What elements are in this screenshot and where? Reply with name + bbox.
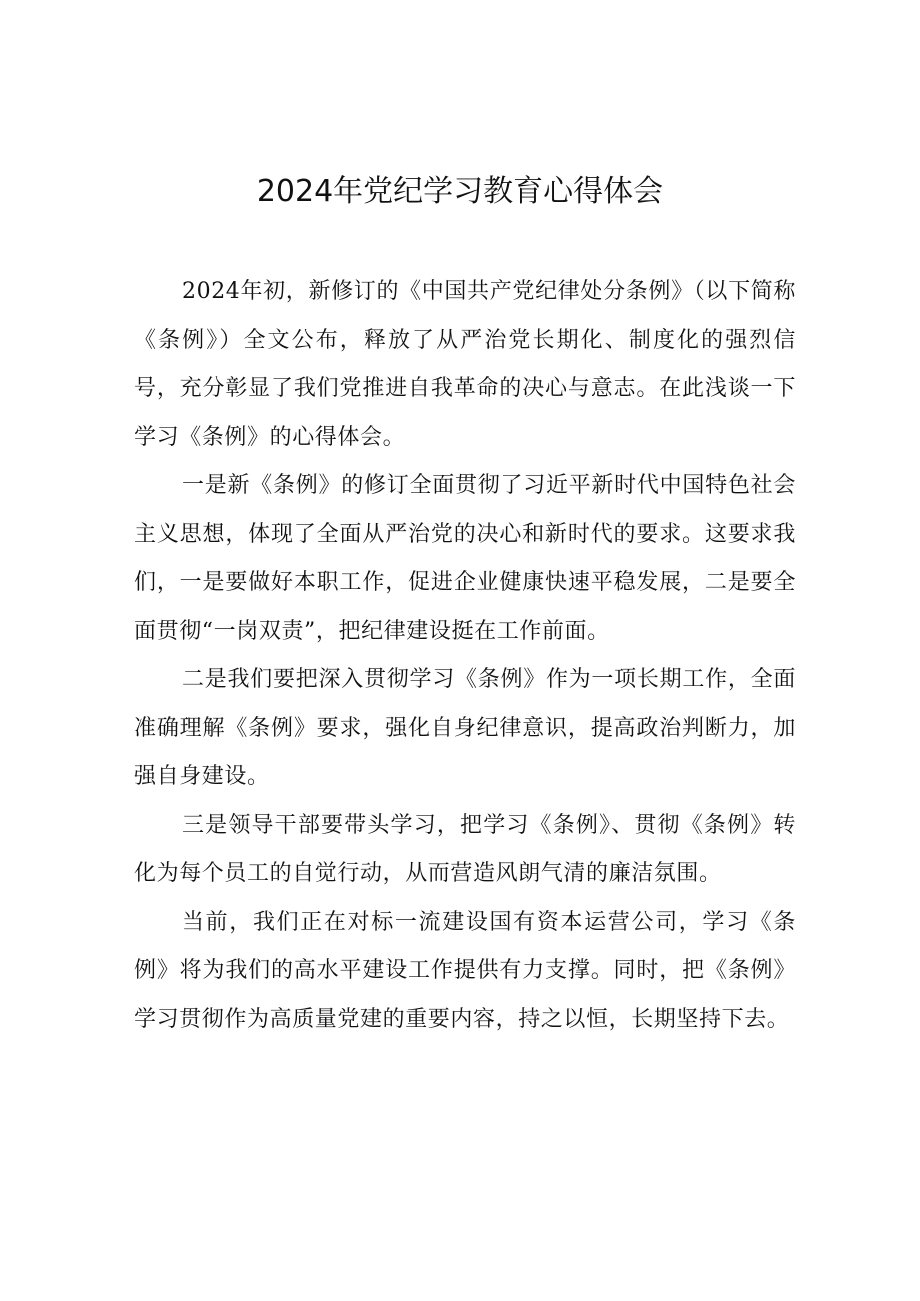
- document-body: [134, 268, 796, 1044]
- paragraph-point-one: 一是新《条例》的修订全面贯彻了习近平新时代中国特色社会主义思想，体现了全面从严治党的决心和新时代的要求。这要求我们，一是要做好本职工作，促进企业健康快速平稳发展，二是要全面贯彻“一岗双责”，把纪律建设挺在工作前面。: [134, 473, 796, 644]
- document-title: 2024年党纪学习教育心得体会: [256, 174, 664, 209]
- paragraph-point-three: 三是领导干部要带头学习，把学习《条例》、贯彻《条例》转化为每个员工的自觉行动，从而营造风朗气清的廉洁氛围。: [134, 812, 796, 886]
- paragraph-intro: 2024年初，新修订的《中国共产党纪律处分条例》（以下简称《条例》）全文公布，释放了从严治党长期化、制度化的强烈信号，充分彰显了我们党推进自我革命的决心与意志。在此浅谈一下学习《条例》的心得体会。: [134, 279, 796, 450]
- paragraph-conclusion: 当前，我们正在对标一流建设国有资本运营公司，学习《条例》将为我们的高水平建设工作提供有力支撑。同时，把《条例》学习贯彻作为高质量党建的重要内容，持之以恒，长期坚持下去。: [134, 909, 796, 1032]
- paragraph-point-two: 二是我们要把深入贯彻学习《条例》作为一项长期工作，全面准确理解《条例》要求，强化自身纪律意识，提高政治判断力，加强自身建设。: [134, 667, 796, 789]
